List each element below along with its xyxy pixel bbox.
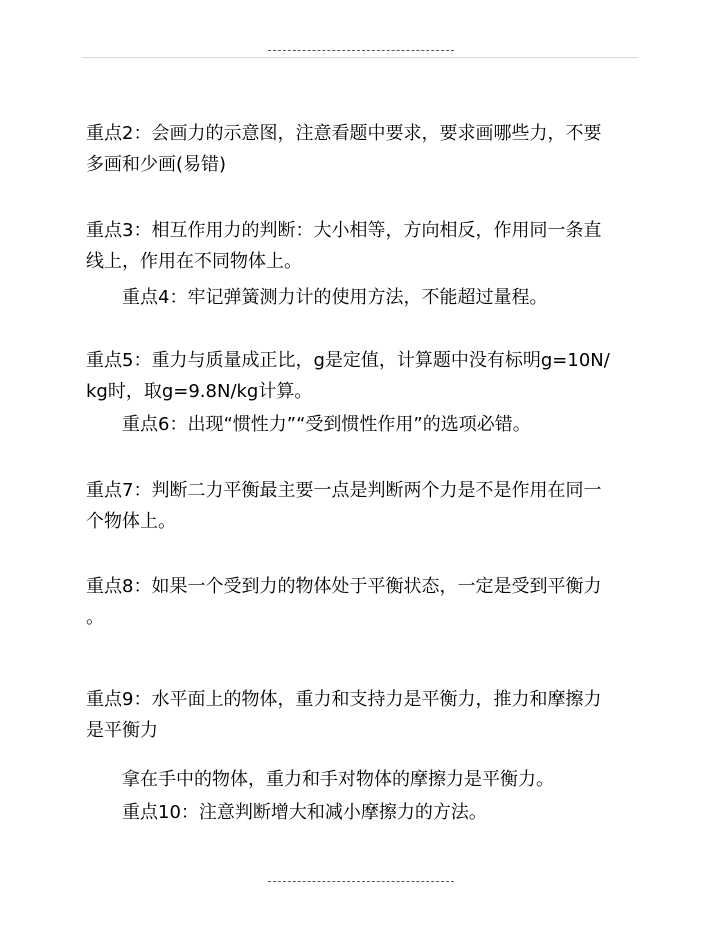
paragraph-point-4 [122, 282, 547, 313]
paragraph-point-3 [86, 215, 601, 277]
text-line: 重点4：牢记弹簧测力计的使用方法，不能超过量程。 [122, 287, 548, 308]
text-line: 重点6：出现“惯性力”“受到惯性作用”的选项必错。 [122, 414, 531, 435]
paragraph-point-5 [86, 345, 610, 407]
text-line: 重点7：判断二力平衡最主要一点是判断两个力是不是作用在同一 [86, 480, 602, 501]
text-line: 。 [86, 607, 104, 628]
paragraph-point-2 [86, 118, 601, 180]
text-line: 重点2：会画力的示意图，注意看题中要求，要求画哪些力，不要 [86, 123, 602, 144]
text-line: 是平衡力 [86, 720, 158, 741]
header-rule [82, 57, 638, 58]
header-dashed-line [268, 50, 454, 51]
text-line: 重点3：相互作用力的判断：大小相等，方向相反，作用同一条直 [86, 220, 602, 241]
footer-dashed-line [268, 881, 454, 882]
paragraph-point-9 [86, 684, 601, 746]
text-line: kg时，取g=9.8N/kg计算。 [86, 381, 313, 402]
text-line: 重点10：注意判断增大和减小摩擦力的方法。 [122, 802, 487, 823]
paragraph-point-8 [86, 571, 601, 633]
paragraph-point-10 [122, 797, 487, 828]
text-line: 拿在手中的物体，重力和手对物体的摩擦力是平衡力。 [122, 769, 554, 790]
text-line: 重点5：重力与质量成正比，g是定值，计算题中没有标明g=10N/ [86, 350, 610, 371]
paragraph-point-7 [86, 475, 601, 537]
paragraph-hand-held-object [122, 764, 554, 795]
paragraph-point-6 [122, 409, 531, 440]
text-line: 重点8：如果一个受到力的物体处于平衡状态，一定是受到平衡力 [86, 576, 602, 597]
text-line: 线上，作用在不同物体上。 [86, 251, 302, 272]
text-line: 多画和少画(易错) [86, 154, 227, 175]
text-line: 个物体上。 [86, 511, 176, 532]
text-line: 重点9：水平面上的物体，重力和支持力是平衡力，推力和摩擦力 [86, 689, 602, 710]
